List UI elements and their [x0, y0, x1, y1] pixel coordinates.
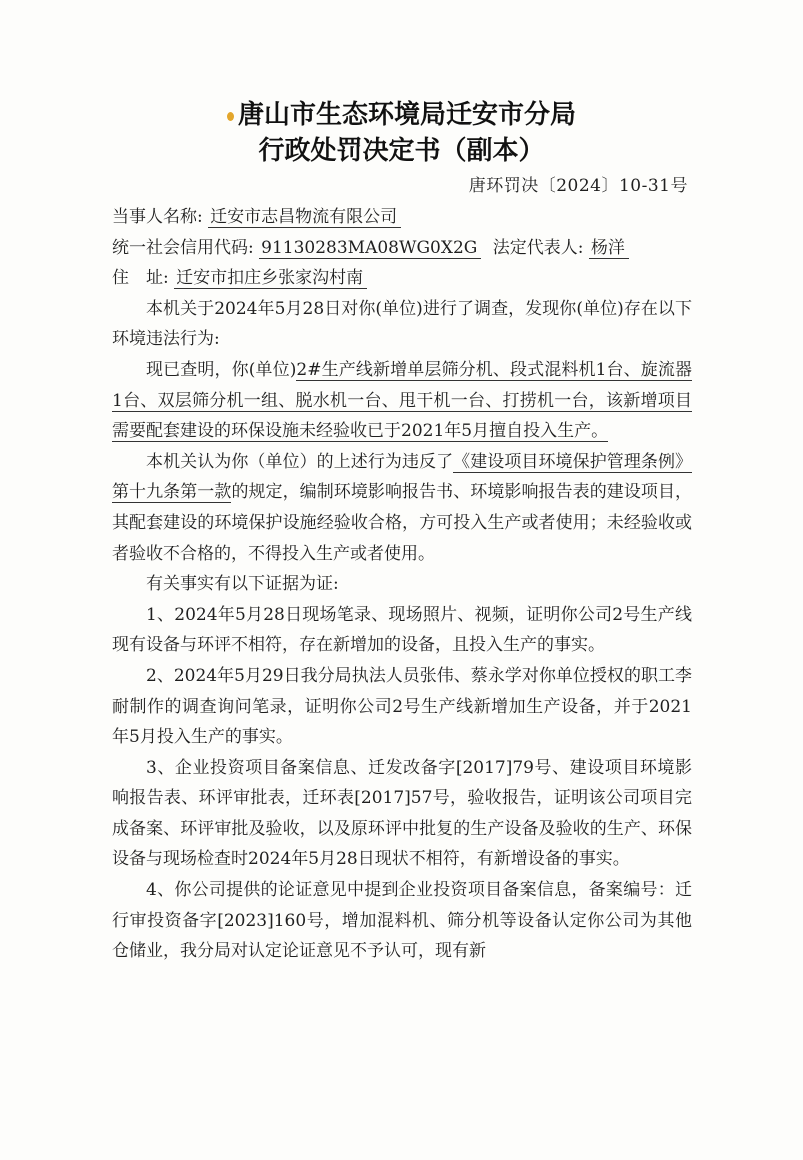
violation-paragraph — [112, 447, 692, 569]
document-type-title: 行政处罚决定书（副本） — [258, 136, 545, 166]
agency-name: 唐山市生态环境局迁安市分局 — [237, 100, 576, 130]
evidence-item-3: 3、企业投资项目备案信息、迁发改备字[2017]79号、建设项目环境影响报告表、环评审批表，迁环表[2017]57号，验收报告，证明该公司项目完成备案、环评审批及验收，以及原环评中批复的生产设备及验收的生产、环保设备与现场检查时2024年5月28日现状不相符，有新增设备的事实。 — [112, 757, 692, 870]
address-row — [112, 263, 692, 294]
legal-rep-label: 法定代表人: — [492, 237, 584, 258]
evidence-intro: 有关事实有以下证据为证: — [146, 574, 339, 595]
agency-title — [0, 98, 803, 132]
finding-detail: 2#生产线新增单层筛分机、段式混料机1台、旋流器1台、双层筛分机一组、脱水机一台、甩干机一台、打捞机一台，该新增项目需要配套建设的环保设施未经验收已于2021年5月擅自投入生产。 — [112, 359, 693, 442]
ink-mark-icon — [227, 112, 234, 121]
intro-paragraph: 本机关于2024年5月28日对你(单位)进行了调查，发现你(单位)存在以下环境违法行为: — [112, 298, 692, 350]
credit-code-row — [112, 233, 692, 264]
legal-rep-value: 杨洋 — [589, 238, 629, 259]
document-number: 唐环罚决〔2024〕10-31号 — [468, 176, 688, 196]
finding-prefix: 现已查明，你(单位) — [146, 359, 297, 380]
address-value: 迁安市扣庄乡张家沟村南 — [174, 268, 367, 289]
violation-law: 《建设项目环境保护管理条例》第十九条第一款 — [112, 451, 693, 503]
violation-suffix: 的规定，编制环境影响报告书、环境影响报告表的建设项目，其配套建设的环境保护设施经验收合格，方可投入生产或者使用；未经验收或者验收不合格的，不得投入生产或者使用。 — [112, 482, 693, 564]
evidence-item-2: 2、2024年5月29日我分局执法人员张伟、蔡永学对你单位授权的职工李耐制作的调查询问笔录，证明你公司2号生产线新增加生产设备，并于2021年5月投入生产的事实。 — [112, 665, 692, 748]
document-body — [112, 202, 692, 967]
party-name-row — [112, 202, 692, 233]
evidence-item-1: 1、2024年5月28日现场笔录、现场照片、视频，证明你公司2号生产线现有设备与环评不相符，存在新增加的设备，且投入生产的事实。 — [112, 604, 692, 656]
title-block — [0, 98, 803, 168]
evidence-item-4: 4、你公司提供的论证意见中提到企业投资项目备案信息，备案编号：迁行审投资备字[2023]160号，增加混料机、筛分机等设备认定你公司为其他仓储业，我分局对认定论证意见不予认可，现有新 — [112, 880, 692, 962]
finding-paragraph — [112, 355, 692, 447]
address-label: 住 址: — [112, 268, 169, 289]
party-name-label: 当事人名称: — [112, 207, 203, 227]
party-name-value: 迁安市志昌物流有限公司 — [208, 207, 401, 228]
credit-code-value: 91130283MA08WG0X2G — [259, 238, 481, 259]
credit-code-label: 统一社会信用代码: — [112, 237, 254, 258]
violation-prefix: 本机关认为你（单位）的上述行为违反了 — [146, 451, 454, 472]
